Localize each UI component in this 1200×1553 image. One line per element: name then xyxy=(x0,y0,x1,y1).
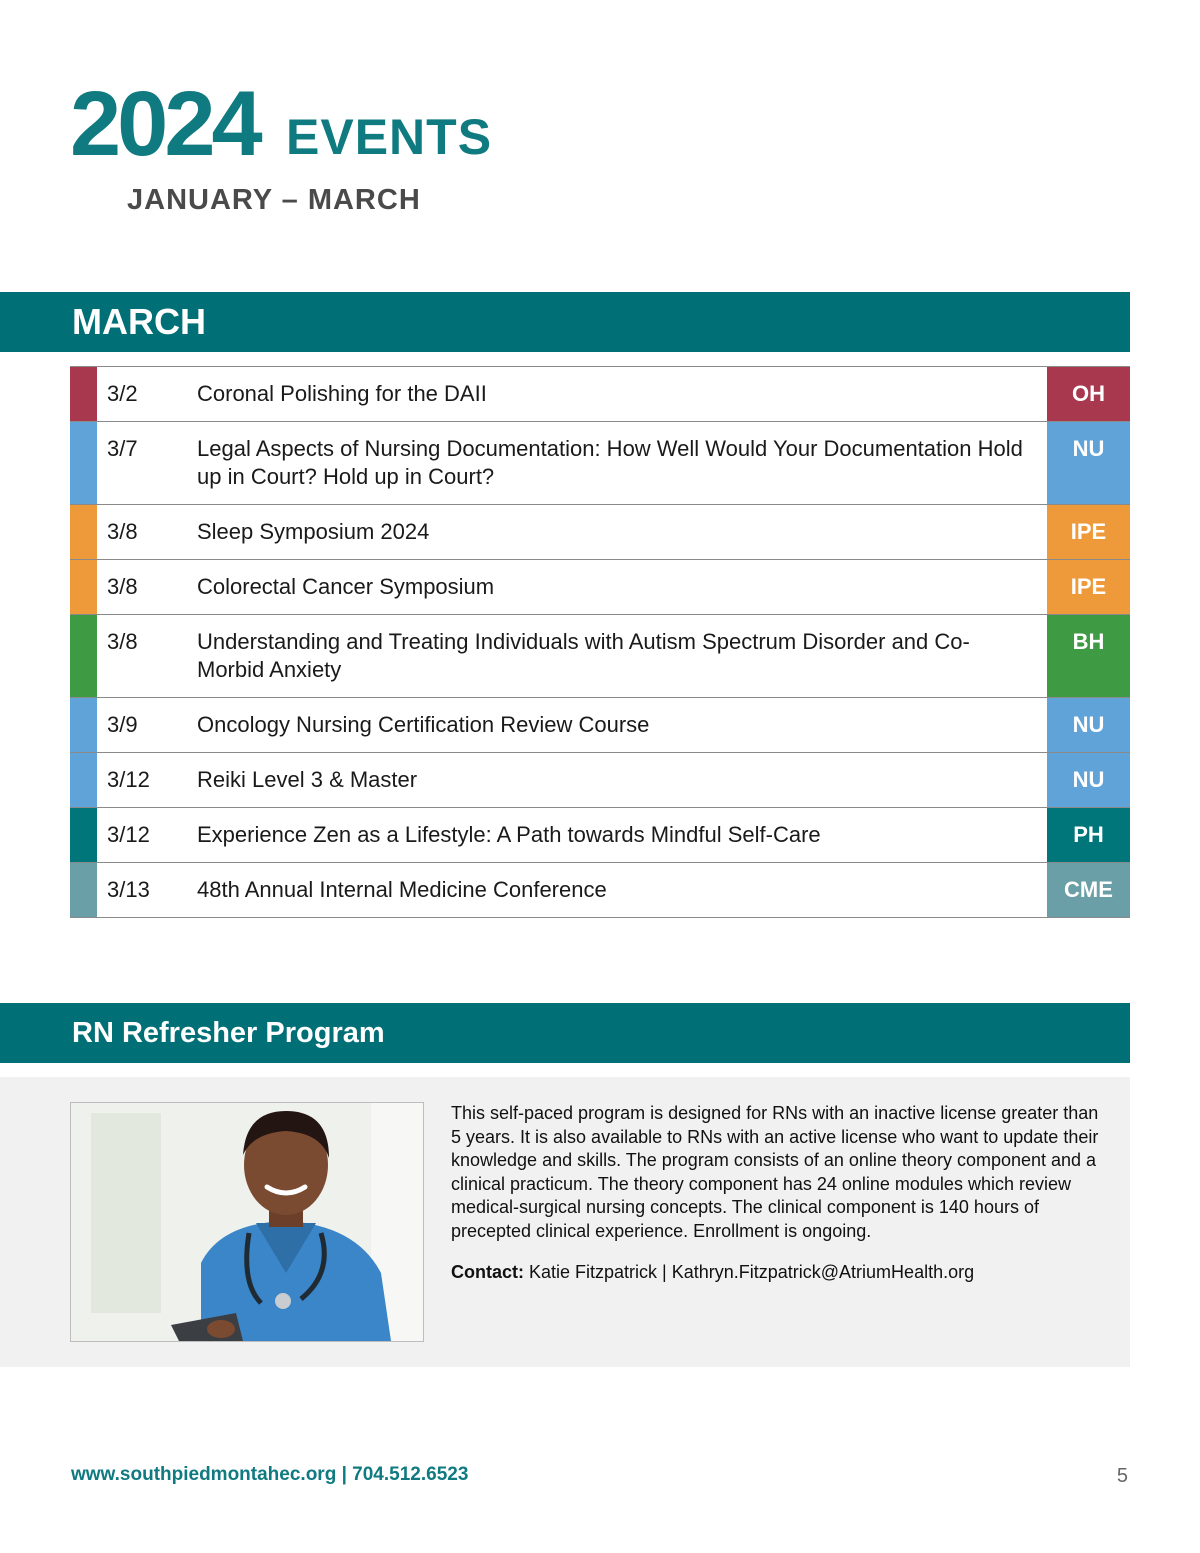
event-date: 3/13 xyxy=(107,877,150,902)
contact-value: Katie Fitzpatrick | Kathryn.Fitzpatrick@AtriumHealth.org xyxy=(529,1262,975,1282)
contact-label: Contact: xyxy=(451,1262,524,1282)
category-tag: NU xyxy=(1047,753,1130,807)
event-title: 48th Annual Internal Medicine Conference xyxy=(197,877,607,902)
category-color-bar xyxy=(70,505,97,559)
footer-contact: www.southpiedmontahec.org | 704.512.6523 xyxy=(71,1464,469,1485)
event-row xyxy=(70,615,1130,698)
category-tag: NU xyxy=(1047,698,1130,752)
category-color-bar xyxy=(70,698,97,752)
event-row xyxy=(70,863,1130,918)
program-description: This self-paced program is designed for RNs with an inactive license greater than 5 years. It is also available to RNs with an active license who want to update their knowledge and skills. The program consists of an online theory component and a clinical practicum. The theory component has 24 online modules which review medical-surgical nursing concepts. The clinical component is 140 hours of precepted clinical experience. Enrollment is ongoing. xyxy=(451,1103,1099,1241)
category-color-bar xyxy=(70,422,97,504)
event-row xyxy=(70,367,1130,422)
category-tag: IPE xyxy=(1047,560,1130,614)
category-tag: CME xyxy=(1047,863,1130,917)
event-row xyxy=(70,698,1130,753)
program-contact xyxy=(451,1261,1101,1285)
category-color-bar xyxy=(70,753,97,807)
page-number: 5 xyxy=(1116,1465,1128,1487)
program-header xyxy=(0,1003,1130,1063)
month-title: MARCH xyxy=(72,301,206,342)
month-header xyxy=(0,292,1130,352)
events-table xyxy=(70,366,1130,918)
event-date: 3/12 xyxy=(107,822,150,847)
event-title: Legal Aspects of Nursing Documentation: How Well Would Your Documentation Hold up in Court? Hold up in Court? xyxy=(197,436,1023,489)
event-date: 3/8 xyxy=(107,519,138,544)
event-date: 3/8 xyxy=(107,574,138,599)
category-tag: IPE xyxy=(1047,505,1130,559)
event-row xyxy=(70,753,1130,808)
category-color-bar xyxy=(70,560,97,614)
event-row xyxy=(70,560,1130,615)
category-color-bar xyxy=(70,863,97,917)
event-title: Oncology Nursing Certification Review Course xyxy=(197,712,650,737)
category-tag: NU xyxy=(1047,422,1130,504)
event-title: Coronal Polishing for the DAII xyxy=(197,381,487,406)
event-title: Understanding and Treating Individuals with Autism Spectrum Disorder and Co-Morbid Anxiety xyxy=(197,629,970,682)
event-row xyxy=(70,808,1130,863)
date-range: JANUARY – MARCH xyxy=(127,184,421,216)
category-color-bar xyxy=(70,367,97,421)
program-box xyxy=(0,1077,1130,1367)
event-row xyxy=(70,422,1130,505)
program-title: RN Refresher Program xyxy=(72,1016,385,1049)
category-color-bar xyxy=(70,615,97,697)
event-date: 3/9 xyxy=(107,712,138,737)
event-date: 3/7 xyxy=(107,436,138,461)
event-title: Colorectal Cancer Symposium xyxy=(197,574,495,599)
event-date: 3/2 xyxy=(107,381,138,406)
event-date: 3/12 xyxy=(107,767,150,792)
event-title: Sleep Symposium 2024 xyxy=(197,519,430,544)
program-text xyxy=(451,1102,1101,1285)
event-title: Reiki Level 3 & Master xyxy=(197,767,418,792)
page-year: 2024 xyxy=(70,73,259,175)
event-title: Experience Zen as a Lifestyle: A Path towards Mindful Self-Care xyxy=(197,822,821,847)
category-color-bar xyxy=(70,808,97,862)
category-tag: BH xyxy=(1047,615,1130,697)
event-date: 3/8 xyxy=(107,629,138,654)
nurse-photo xyxy=(70,1102,424,1342)
event-row xyxy=(70,505,1130,560)
category-tag: PH xyxy=(1047,808,1130,862)
category-tag: OH xyxy=(1047,367,1130,421)
page-title-events: EVENTS xyxy=(286,109,493,165)
